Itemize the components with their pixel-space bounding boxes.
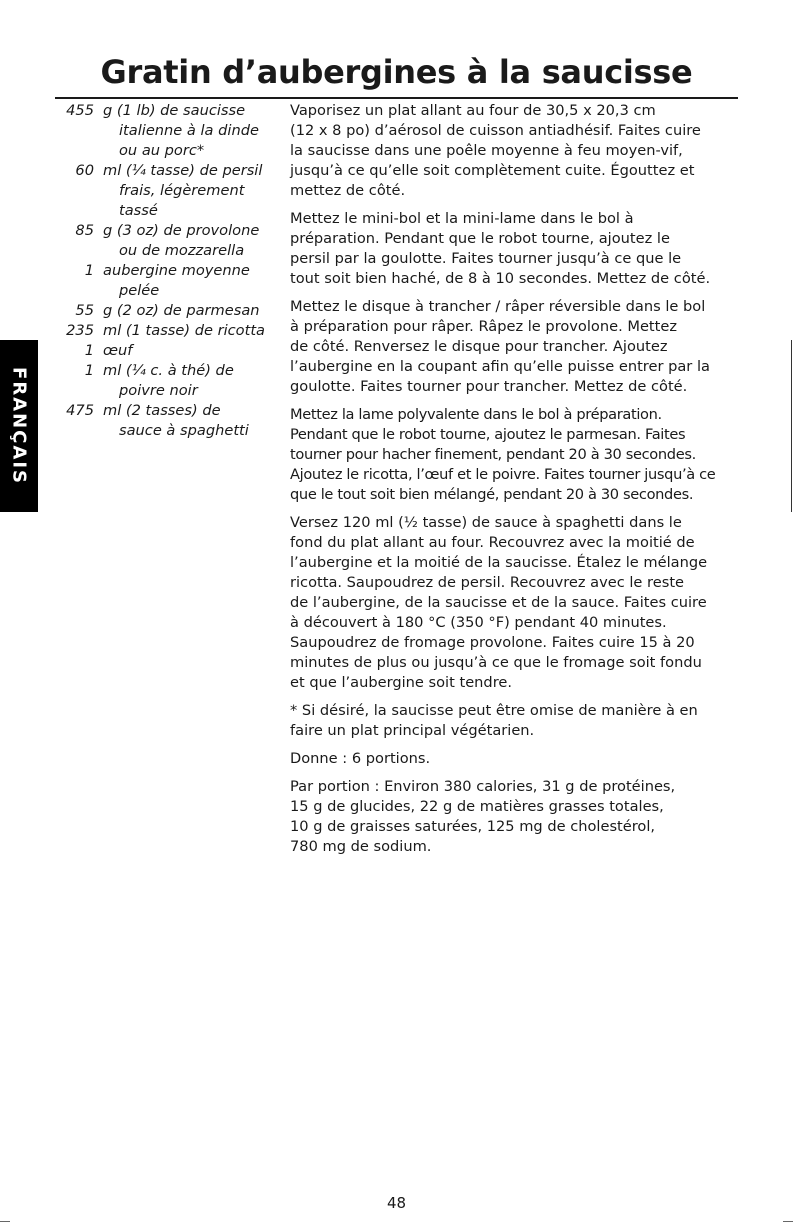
ingredient-description — [94, 341, 272, 361]
method-paragraph — [290, 209, 736, 289]
method-line: minutes de plus ou jusqu’à ce que le fromage soit fondu — [290, 654, 702, 671]
ingredient-item — [40, 261, 272, 301]
ingredient-line: ou de mozzarella — [119, 242, 245, 259]
page-number: 48 — [386, 1194, 407, 1212]
ingredient-item — [40, 401, 272, 441]
method-line: la saucisse dans une poêle moyenne à feu moyen-vif, — [290, 142, 683, 159]
ingredient-line: g (3 oz) de provolone — [103, 222, 260, 239]
ingredient-quantity: 455 — [66, 102, 94, 119]
ingredient-line: g (2 oz) de parmesan — [103, 302, 260, 319]
method-line: goulotte. Faites tourner pour trancher. Mettez de côté. — [290, 378, 688, 395]
language-tab-label: FRANÇAIS — [8, 367, 30, 485]
ingredient-line: pelée — [119, 282, 160, 299]
method-line: tout soit bien haché, de 8 à 10 secondes. Mettez de côté. — [290, 270, 711, 287]
language-tab — [0, 340, 38, 512]
method-line: Mettez la lame polyvalente dans le bol à préparation. — [290, 406, 662, 423]
page-title: Gratin d’aubergines à la saucisse — [100, 53, 693, 91]
ingredient-line: ml (1 tasse) de ricotta — [103, 322, 265, 339]
crop-mark-left — [0, 1221, 10, 1222]
ingredient-line: ml (¼ tasse) de persil — [103, 162, 263, 179]
ingredient-description — [94, 161, 272, 221]
ingredient-line: aubergine moyenne — [103, 262, 250, 279]
method-line: Vaporisez un plat allant au four de 30,5 x 20,3 cm — [290, 102, 656, 119]
ingredient-item — [40, 301, 272, 321]
ingredient-item — [40, 161, 272, 221]
ingredient-line: tassé — [119, 202, 158, 219]
method-line: jusqu’à ce qu’elle soit complètement cuite. Égouttez et — [290, 162, 695, 179]
ingredient-quantity: 1 — [84, 362, 94, 379]
ingredient-line: frais, légèrement — [119, 182, 245, 199]
title-divider — [55, 97, 738, 99]
method-line: tourner pour hacher finement, pendant 20 à 30 secondes. — [290, 446, 696, 463]
method-line: Donne : 6 portions. — [290, 750, 431, 767]
ingredient-item — [40, 321, 272, 341]
crop-mark-right — [783, 1221, 793, 1222]
method-line: Ajoutez le ricotta, l’œuf et le poivre. Faites tourner jusqu’à ce — [290, 466, 716, 483]
margin-rule — [791, 340, 792, 512]
ingredient-item — [40, 221, 272, 261]
method-paragraph — [290, 513, 736, 693]
method-line: Pendant que le robot tourne, ajoutez le parmesan. Faites — [290, 426, 686, 443]
method-line: l’aubergine en la coupant afin qu’elle puisse entrer par la — [290, 358, 710, 375]
ingredient-line: ml (2 tasses) de — [103, 402, 221, 419]
method-paragraph — [290, 297, 736, 397]
method-paragraph — [290, 101, 736, 201]
method-line: que le tout soit bien mélangé, pendant 20 à 30 secondes. — [290, 486, 694, 503]
ingredient-line: ml (¼ c. à thé) de — [103, 362, 234, 379]
method-line: à découvert à 180 °C (350 °F) pendant 40 minutes. — [290, 614, 667, 631]
method-line: à préparation pour râper. Râpez le provolone. Mettez — [290, 318, 678, 335]
method-line: l’aubergine et la moitié de la saucisse. Étalez le mélange — [290, 554, 708, 571]
method-line: Par portion : Environ 380 calories, 31 g de protéines, — [290, 778, 676, 795]
method-line: persil par la goulotte. Faites tourner jusqu’à ce que le — [290, 250, 682, 267]
ingredient-quantity: 235 — [66, 322, 94, 339]
ingredient-line: sauce à spaghetti — [119, 422, 249, 439]
method-line: de côté. Renversez le disque pour trancher. Ajoutez — [290, 338, 668, 355]
ingredient-quantity: 55 — [75, 302, 94, 319]
ingredient-line: g (1 lb) de saucisse — [103, 102, 246, 119]
method-line: Saupoudrez de fromage provolone. Faites cuire 15 à 20 — [290, 634, 695, 651]
ingredient-quantity: 1 — [84, 342, 94, 359]
ingredient-description — [94, 361, 272, 401]
ingredient-line: italienne à la dinde — [119, 122, 259, 139]
ingredient-line: poivre noir — [119, 382, 198, 399]
method-line: fond du plat allant au four. Recouvrez avec la moitié de — [290, 534, 695, 551]
ingredient-quantity: 60 — [75, 162, 94, 179]
ingredient-description — [94, 301, 272, 321]
method-paragraph — [290, 777, 736, 857]
ingredient-quantity: 475 — [66, 402, 94, 419]
method-line: préparation. Pendant que le robot tourne, ajoutez le — [290, 230, 670, 247]
ingredient-line: ou au porc* — [119, 142, 205, 159]
method-line: et que l’aubergine soit tendre. — [290, 674, 512, 691]
method-line: Mettez le mini-bol et la mini-lame dans le bol à — [290, 210, 634, 227]
method-line: mettez de côté. — [290, 182, 406, 199]
ingredient-description — [94, 401, 272, 441]
method-line: ricotta. Saupoudrez de persil. Recouvrez avec le reste — [290, 574, 685, 591]
ingredient-description — [94, 321, 272, 341]
method-line: faire un plat principal végétarien. — [290, 722, 535, 739]
method-text — [290, 101, 736, 865]
method-line: 10 g de graisses saturées, 125 mg de cholestérol, — [290, 818, 656, 835]
ingredient-description — [94, 221, 272, 261]
ingredient-item — [40, 361, 272, 401]
ingredient-item — [40, 341, 272, 361]
method-line: (12 x 8 po) d’aérosol de cuisson antiadhésif. Faites cuire — [290, 122, 701, 139]
method-paragraph — [290, 749, 736, 769]
ingredient-line: œuf — [103, 342, 133, 359]
method-paragraph — [290, 405, 736, 505]
method-line: de l’aubergine, de la saucisse et de la sauce. Faites cuire — [290, 594, 707, 611]
method-paragraph — [290, 701, 736, 741]
ingredient-item — [40, 101, 272, 161]
ingredient-quantity: 85 — [75, 222, 94, 239]
ingredient-list — [40, 101, 272, 441]
ingredient-quantity: 1 — [84, 262, 94, 279]
ingredient-description — [94, 261, 272, 301]
method-line: 15 g de glucides, 22 g de matières grasses totales, — [290, 798, 664, 815]
method-line: Mettez le disque à trancher / râper réversible dans le bol — [290, 298, 706, 315]
ingredient-description — [94, 101, 272, 161]
method-line: * Si désiré, la saucisse peut être omise de manière à en — [290, 702, 698, 719]
method-line: 780 mg de sodium. — [290, 838, 432, 855]
method-line: Versez 120 ml (½ tasse) de sauce à spaghetti dans le — [290, 514, 682, 531]
